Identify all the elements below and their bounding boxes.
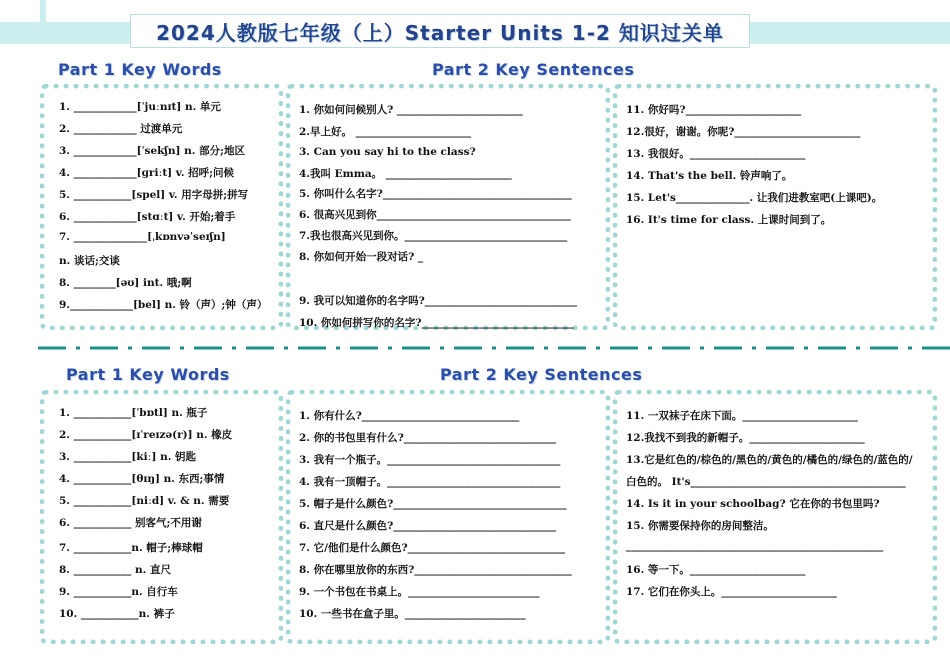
sentence-line: 1. 你有什么?______________________________ [299,410,520,422]
word-line: 1. ____________[ˈjuːnɪt] n. 单元 [59,101,221,113]
section2-words-box [40,390,283,644]
section1-sentences-box-a [286,84,610,330]
word-line: 6. ____________[stɑːt] v. 开始;着手 [59,211,236,223]
word-line: 9.____________[bel] n. 铃（声）;钟（声） [59,299,268,311]
sentence-line: 3. 我有一个瓶子。_________________________________ [299,454,561,466]
word-line: 8. ___________ n. 直尺 [59,564,171,576]
sentence-line: 6. 很高兴见到你_____________________________________ [299,209,571,221]
section1-words-box [40,84,283,330]
sentence-line: 7. 它/他们是什么颜色?______________________________ [299,542,566,554]
sentence-line: 白色的。 It's_________________________________________ [626,476,906,488]
word-line: 3. ___________[kiː] n. 钥匙 [59,451,197,463]
section1-sentences-box-b [613,84,937,330]
sentence-line: 12.很好，谢谢。你呢?________________________ [626,126,861,138]
sentence-line: 13. 我很好。______________________ [626,148,806,160]
sentence-line: 15. 你需要保持你的房间整洁。 [626,520,774,532]
section2-words-heading: Part 1 Key Words [66,365,230,384]
sentence-line: 11. 你好吗?______________________ [626,104,802,116]
sentence-line: 8. 你如何开始一段对话? _ [299,251,424,263]
word-line: 2. ____________ 过渡单元 [59,123,183,135]
section2-sentences-box-b [613,390,937,644]
sentence-line: 2.早上好。 ______________________ [299,126,472,138]
section1-words-heading: Part 1 Key Words [58,60,222,79]
word-line: n. 谈话;交谈 [59,255,120,267]
title-box [130,14,750,48]
word-line: 3. ____________[ˈsekʃn] n. 部分;地区 [59,145,245,157]
sentence-line: 17. 它们在你头上。______________________ [626,586,837,598]
sentence-line: 14. That's the bell. 铃声响了。 [626,170,793,182]
word-line: 10. ___________n. 裤子 [59,608,175,620]
sentence-line: 9. 一个书包在书桌上。_________________________ [299,586,540,598]
sentence-line: 2. 你的书包里有什么?_____________________________ [299,432,557,444]
sentence-line: 6. 直尺是什么颜色?_______________________________ [299,520,557,532]
sentence-line: 11. 一双袜子在床下面。______________________ [626,410,858,422]
sentence-line: 15. Let's______________. 让我们进教室吧(上课吧)。 [626,192,883,204]
sentence-line: 4. 我有一顶帽子。_________________________________ [299,476,561,488]
sentence-line: 10. 你如何拼写你的名字?_____________________________ [299,317,574,329]
word-line: 2. ___________[ɪˈreɪzə(r)] n. 橡皮 [59,429,233,441]
sentence-line: 5. 帽子是什么颜色?_________________________________ [299,498,567,510]
sentence-line: 8. 你在哪里放你的东西?______________________________ [299,564,572,576]
word-line: 7. ___________n. 帽子;棒球帽 [59,542,203,554]
section2-sentences-heading: Part 2 Key Sentences [440,365,643,384]
sentence-line: 7.我也很高兴见到你。_______________________________ [299,230,568,242]
sentence-line: _________________________________________________ [626,540,884,552]
sentence-line: 16. 等一下。______________________ [626,564,806,576]
word-line: 5. ___________[niːd] v. & n. 需要 [59,495,230,507]
sentence-line: 5. 你叫什么名字?____________________________________ [299,188,572,200]
word-line: 9. ___________n. 自行车 [59,586,178,598]
word-line: 6. ___________ 别客气;不用谢 [59,517,202,529]
sentence-line: 3. Can you say hi to the class? [299,146,476,158]
header-rule [40,0,46,44]
sentence-line: 14. Is it in your schoolbag? 它在你的书包里吗? [626,498,880,510]
page-title: 2024人教版七年级（上）Starter Units 1-2 知识过关单 [156,20,724,45]
sentence-line: 4.我叫 Emma。 ________________________ [299,168,512,180]
word-line: 4. ____________[ɡriːt] v. 招呼;问候 [59,167,235,179]
sentence-line: 1. 你如何问候别人? ________________________ [299,104,523,116]
word-line: 1. ___________[ˈbɒtl] n. 瓶子 [59,407,208,419]
sentence-line: 12.我找不到我的新帽子。______________________ [626,432,865,444]
word-line: 8. ________[əʊ] int. 哦;啊 [59,277,192,289]
section2-sentences-box-a [286,390,610,644]
word-line: 5. ___________[spel] v. 用字母拼;拼写 [59,189,249,201]
sentence-line: 16. It's time for class. 上课时间到了。 [626,214,832,226]
section-divider [38,346,950,350]
sentence-line: 13.它是红色的/棕色的/黑色的/黄色的/橘色的/绿色的/蓝色的/ [626,454,913,466]
section1-sentences-heading: Part 2 Key Sentences [432,60,635,79]
sentence-line: 9. 我可以知道你的名字吗?_____________________________ [299,295,578,307]
sentence-line: 10. 一些书在盒子里。_______________________ [299,608,526,620]
word-line: 7. ______________[ˌkɒnvəˈseɪʃn] [59,231,226,243]
word-line: 4. ___________[θɪŋ] n. 东西;事情 [59,473,225,485]
